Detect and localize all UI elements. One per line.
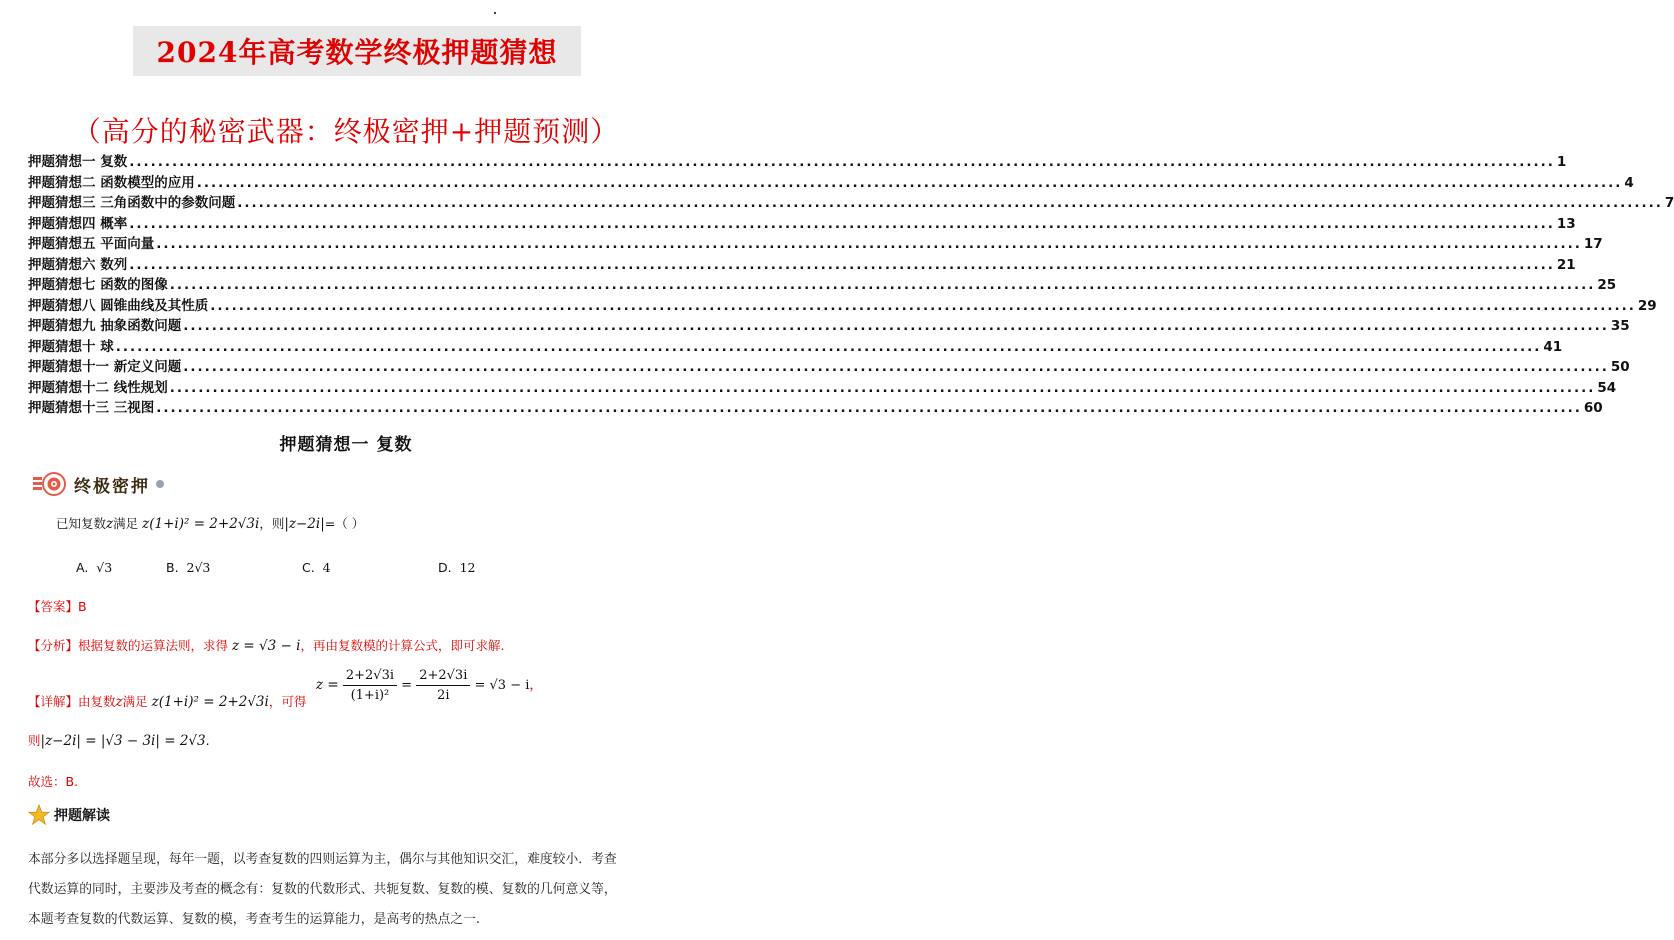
toc-entry-page: 41 — [1543, 338, 1563, 355]
toc-entry-page: 21 — [1556, 256, 1576, 273]
fraction-2-denominator: 2i — [437, 688, 450, 703]
toc-entry-label: 押题猜想十一 新定义问题 — [28, 359, 182, 375]
toc-entry-label: 押题猜想七 函数的图像 — [28, 277, 168, 293]
detail-condition: z(1+i)² = 2+2√3i — [151, 694, 269, 710]
reading-line-1: 本部分多以选择题呈现，每年一题，以考查复数的四则运算为主，偶尔与其他知识交汇，难度较小．考查 — [28, 852, 617, 867]
toc-entry-label: 押题猜想五 平面向量 — [28, 236, 155, 252]
toc-entry-page: 54 — [1597, 379, 1617, 396]
toc-leader-dots: ........................................................................................................................................................................................................ — [129, 215, 1555, 232]
toc-entry[interactable] — [28, 150, 1567, 171]
question-stem — [56, 514, 364, 532]
toc-entry-page: 50 — [1610, 359, 1630, 375]
toc-entry-page: 7 — [1664, 195, 1674, 211]
toc-entry[interactable] — [28, 396, 1603, 417]
answer-value: B — [78, 599, 87, 614]
toc-leader-dots: ........................................................................................................................................................................................................ — [237, 195, 1663, 211]
toc-entry-label: 押题猜想四 概率 — [28, 215, 128, 232]
analysis-text-b: ，再由复数模的计算公式，即可求解. — [300, 638, 505, 653]
toc-entry-page: 4 — [1624, 174, 1634, 191]
toc-entry-page: 17 — [1583, 236, 1603, 252]
badge-dot — [156, 480, 164, 488]
option-c: C. 4 — [302, 560, 331, 575]
formula-result: = √3 − i — [474, 678, 530, 693]
conclusion: 故选：B. — [28, 774, 79, 789]
reading-paragraph — [28, 845, 668, 935]
toc-leader-dots: ........................................................................................................................................................................................................ — [196, 174, 1623, 191]
section-badge — [32, 470, 164, 498]
toc-entry[interactable] — [28, 273, 1617, 294]
toc-entry-label: 押题猜想八 圆锥曲线及其性质 — [28, 297, 209, 314]
toc-leader-dots: ........................................................................................................................................................................................................ — [169, 277, 1596, 293]
toc-entry-page: 1 — [1556, 154, 1567, 170]
fraction-1 — [343, 668, 397, 703]
question-prefix: 已知复数 — [56, 516, 107, 531]
toc-entry-label: 押题猜想六 数列 — [28, 256, 128, 273]
toc-leader-dots: ........................................................................................................................................................................................................ — [129, 154, 1555, 170]
toc-entry[interactable] — [28, 253, 1576, 274]
question-end: =（ ） — [324, 516, 365, 531]
toc-entry[interactable] — [28, 335, 1563, 356]
page-title: 2024年高考数学终极押题猜想 — [156, 36, 558, 69]
toc-entry[interactable] — [28, 212, 1576, 233]
toc-leader-dots: ........................................................................................................................................................................................................ — [183, 359, 1609, 375]
fraction-1-denominator: (1+i)² — [350, 688, 390, 703]
toc-entry-label: 押题猜想十三 三视图 — [28, 400, 155, 416]
detail-text-c: ，可得 — [268, 694, 307, 709]
toc-entry-page: 60 — [1583, 400, 1603, 416]
toc-leader-dots: ........................................................................................................................................................................................................ — [156, 236, 1582, 252]
fraction-2 — [416, 668, 470, 703]
toc-entry[interactable] — [28, 314, 1630, 335]
toc-leader-dots: ........................................................................................................................................................................................................ — [115, 338, 1542, 355]
detail-formula — [316, 668, 542, 703]
reading-line-2: 代数运算的同时，主要涉及考查的概念有：复数的代数形式、共轭复数、复数的模、复数的几何意义等， — [28, 882, 617, 897]
toc-entry[interactable] — [28, 294, 1657, 315]
question-var: z — [106, 516, 114, 532]
fraction-1-numerator: 2+2√3i — [343, 668, 397, 686]
toc-entry[interactable] — [28, 191, 1674, 212]
detail-text-b: 满足 — [122, 694, 148, 709]
option-a: A. √3 — [76, 560, 113, 575]
scan-speck — [494, 12, 496, 14]
toc-leader-dots: ........................................................................................................................................................................................................ — [169, 379, 1596, 396]
toc-entry-label: 押题猜想十二 线性规划 — [28, 379, 168, 396]
option-d: D. 12 — [438, 560, 476, 575]
toc-entry-page: 13 — [1556, 215, 1576, 232]
analysis-text-a: 根据复数的运算法则，求得 — [78, 638, 229, 653]
then-line — [28, 731, 210, 749]
toc-leader-dots: ........................................................................................................................................................................................................ — [156, 400, 1582, 416]
formula-equals: = — [401, 678, 413, 693]
page-subtitle: （高分的秘密武器：终极密押+押题预测） — [72, 115, 620, 148]
toc-leader-dots: ........................................................................................................................................................................................................ — [129, 256, 1555, 273]
formula-lhs: z = — [316, 677, 339, 693]
toc-entry-page: 35 — [1610, 318, 1630, 334]
toc-entry[interactable] — [28, 355, 1630, 376]
then-end: . — [205, 733, 210, 748]
title-banner — [133, 26, 581, 76]
question-suffix: ，则 — [259, 516, 285, 531]
detail-var: z — [115, 694, 123, 710]
target-icon — [32, 471, 68, 497]
toc-leader-dots: ........................................................................................................................................................................................................ — [183, 318, 1609, 334]
detail-tag: 【详解】 — [28, 694, 79, 709]
then-prefix: 则 — [28, 733, 41, 748]
toc-entry-label: 押题猜想十 球 — [28, 338, 114, 355]
toc-entry-page: 25 — [1597, 277, 1617, 293]
toc-leader-dots: ........................................................................................................................................................................................................ — [210, 297, 1636, 314]
question-mid: 满足 — [113, 516, 139, 531]
toc-entry[interactable] — [28, 171, 1634, 192]
detail-line — [28, 692, 306, 710]
answer-line — [28, 597, 87, 615]
toc-entry-label: 押题猜想三 三角函数中的参数问题 — [28, 195, 236, 211]
detail-text-a: 由复数 — [78, 694, 116, 709]
badge-label: 终极密押 — [74, 476, 150, 497]
question-condition: z(1+i)² = 2+2√3i — [142, 516, 260, 532]
toc-entry[interactable] — [28, 232, 1603, 253]
fraction-2-numerator: 2+2√3i — [416, 668, 470, 686]
analysis-line — [28, 636, 504, 654]
toc-entry-label: 押题猜想九 抽象函数问题 — [28, 318, 182, 334]
table-of-contents — [28, 150, 1674, 417]
formula-trail: ， — [529, 678, 543, 693]
answer-tag: 【答案】 — [28, 599, 79, 614]
reading-heading — [28, 804, 110, 826]
reading-heading-text: 押题解读 — [54, 808, 110, 824]
option-b: B. 2√3 — [166, 560, 211, 575]
toc-entry[interactable] — [28, 376, 1617, 397]
analysis-expr: z = √3 − i — [232, 638, 301, 654]
reading-line-3: 本题考查复数的代数运算、复数的模，考查考生的运算能力，是高考的热点之一. — [28, 912, 480, 927]
question-target: |z−2i| — [284, 516, 325, 532]
toc-entry-label: 押题猜想一 复数 — [28, 154, 128, 170]
section-heading: 押题猜想一 复数 — [279, 435, 413, 455]
then-expr: |z−2i| = |√3 − 3i| = 2√3 — [40, 733, 206, 749]
star-icon — [28, 804, 50, 826]
analysis-tag: 【分析】 — [28, 638, 79, 653]
toc-entry-label: 押题猜想二 函数模型的应用 — [28, 174, 195, 191]
toc-entry-page: 29 — [1637, 297, 1657, 314]
